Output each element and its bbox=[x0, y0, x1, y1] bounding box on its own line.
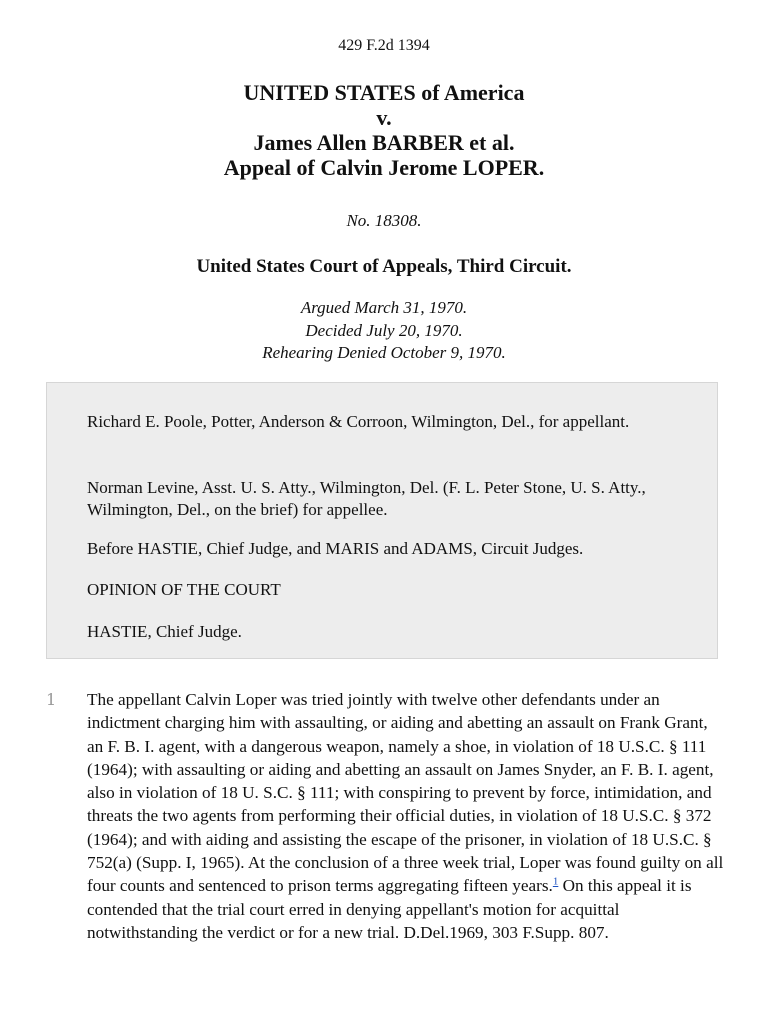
footnote-link[interactable]: 1 bbox=[552, 875, 559, 888]
plaintiff-name: UNITED STATES of America bbox=[243, 80, 525, 105]
rehearing-date: Rehearing Denied October 9, 1970. bbox=[262, 343, 506, 362]
versus-label: v. bbox=[376, 105, 392, 130]
defendant-name: James Allen BARBER et al. bbox=[253, 130, 515, 155]
case-citation: 429 F.2d 1394 bbox=[338, 37, 430, 54]
counsel-appellant: Richard E. Poole, Potter, Anderson & Corroon, Wilmington, Del., for appellant. bbox=[87, 412, 630, 431]
judges-panel: Before HASTIE, Chief Judge, and MARIS and ADAMS, Circuit Judges. bbox=[87, 539, 584, 558]
docket-number: No. 18308. bbox=[346, 211, 422, 230]
counsel-appellee: Norman Levine, Asst. U. S. Atty., Wilmington, Del. (F. L. Peter Stone, U. S. Atty., Wilmington, Del., on the brief) for appellee. bbox=[87, 478, 646, 519]
appeal-line: Appeal of Calvin Jerome LOPER. bbox=[223, 155, 545, 180]
opinion-paragraph bbox=[87, 688, 727, 944]
paragraph-text-part2: On this appeal it is contended that the trial court erred in denying appellant's motion for acquittal notwithstanding the verdict or for a new trial. D.Del.1969, 303 F.Supp. 807. bbox=[87, 876, 692, 942]
argued-date: Argued March 31, 1970. bbox=[300, 298, 468, 317]
paragraph-text-part1: The appellant Calvin Loper was tried jointly with twelve other defendants under an indictment charging him with assaulting, or aiding and abetting an assault on Frank Grant, an F. B. I. agent, with a dangerous weapon, namely a shoe, in violation of 18 U.S.C. § 111 (1964); with assaulting or aiding and abetting an assault on James Snyder, an F. B. I. agent, also in violation of 18 U. S.C. § 111; with conspiring to prevent by force, intimidation, and threats the two agents from performing their official duties, in violation of 18 U.S.C. § 372 (1964); and with aiding and assisting the escape of the prisoner, in violation of 18 U.S.C. § 752(a) (Supp. I, 1965). At the conclusion of a three week trial, Loper was found guilty on all four counts and sentenced to prison terms aggregating fifteen years. bbox=[87, 690, 724, 896]
opinion-heading: OPINION OF THE COURT bbox=[87, 580, 281, 599]
case-summary-box bbox=[46, 382, 718, 659]
case-caption bbox=[0, 80, 768, 180]
opinion-author: HASTIE, Chief Judge. bbox=[87, 622, 242, 641]
court-name: United States Court of Appeals, Third Circuit. bbox=[196, 256, 572, 277]
paragraph-number: 1 bbox=[46, 690, 57, 709]
decided-date: Decided July 20, 1970. bbox=[305, 320, 463, 340]
case-dates bbox=[0, 297, 768, 365]
